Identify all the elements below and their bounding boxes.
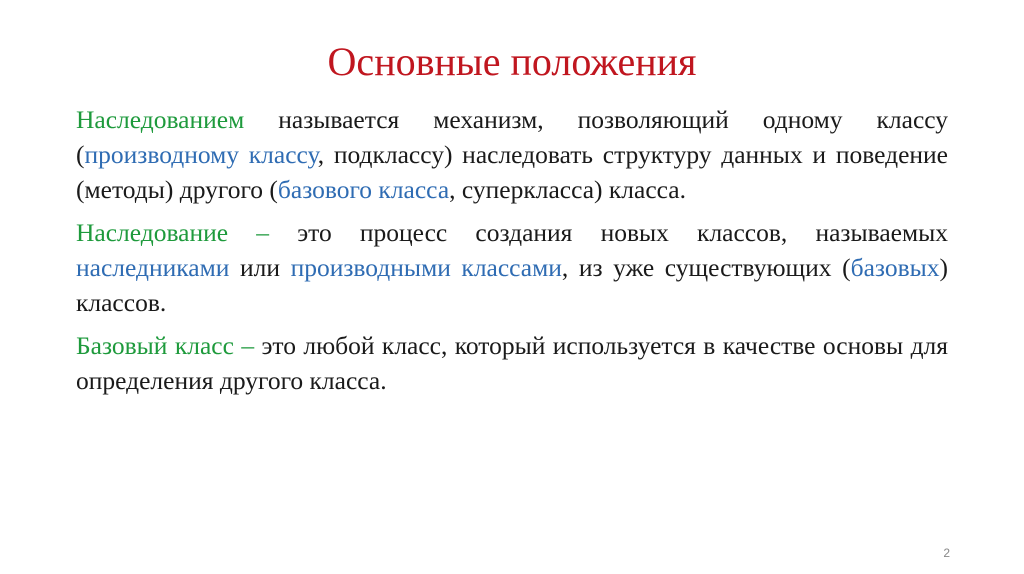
paragraph-text: , из уже существующих (	[561, 253, 851, 282]
paragraph-inheritance-process	[76, 215, 948, 320]
paragraph-text: или	[229, 253, 291, 282]
term-base-class: базового класса	[277, 175, 450, 204]
paragraph-inheritance-definition	[76, 102, 948, 207]
term-derived-class: производному классу	[84, 140, 318, 169]
term-base: базовых	[850, 253, 940, 282]
slide-content	[76, 102, 948, 406]
paragraph-text: это процесс создания новых классов, называемых	[269, 218, 948, 247]
paragraph-text: называется механизм, позволяющий одному классу (	[76, 105, 948, 169]
paragraph-text: это любой класс, который используется в качестве основы для определения другого класса.	[76, 331, 948, 395]
term-inheritance-process: Наследование –	[76, 218, 270, 247]
paragraph-text: , подклассу) наследовать структуру данных и поведение (методы) другого (	[76, 140, 948, 204]
slide-title: Основные положения	[327, 39, 697, 84]
page-number: 2	[943, 546, 950, 560]
paragraph-text: ) классов.	[76, 253, 948, 317]
term-base-class-definition: Базовый класс –	[76, 331, 255, 360]
term-inheritance: Наследованием	[76, 105, 245, 134]
paragraph-text: , суперкласса) класса.	[449, 175, 686, 204]
paragraph-base-class-definition	[76, 328, 948, 398]
term-derived-classes: производными классами	[290, 253, 562, 282]
term-descendants: наследниками	[76, 253, 230, 282]
